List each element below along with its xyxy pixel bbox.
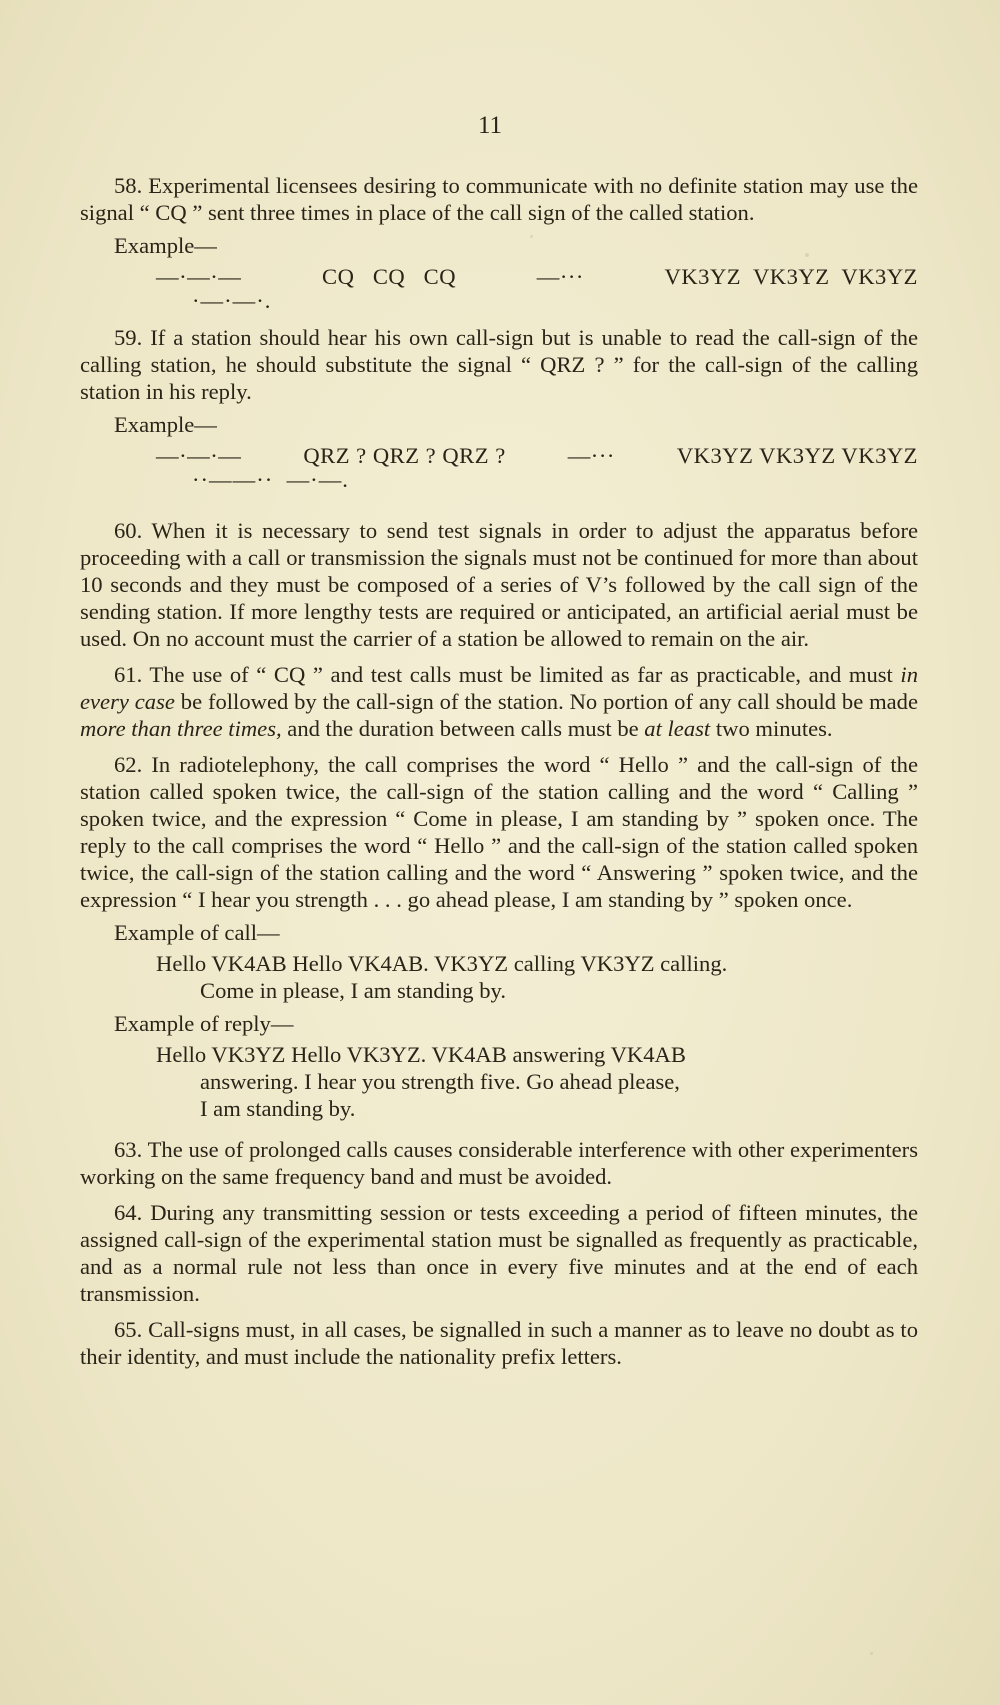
signal-tail-58: ·—·—·. <box>192 288 272 313</box>
signal-tail-59: ··——·· —·—. <box>192 467 349 492</box>
paragraph-64: 64. During any transmitting session or tests exceeding a period of fifteen minutes, the assigned call-sign of the experimental station must be signalled as frequently as practicable, and as a normal rule not less than once in every five minutes and at the end of each transmission. <box>80 1200 918 1306</box>
emphasis: more than three times, <box>80 716 282 741</box>
paragraph-61: 61. The use of “ CQ ” and test calls must be limited as far as practicable, and must in every case be followed by the call-sign of the station. No portion of any call should be made more than three times, and the duration between calls must be at least two minutes. <box>80 662 918 741</box>
signal-cq: CQ CQ CQ <box>322 264 457 289</box>
signal-call-sign: VK3YZ VK3YZ VK3YZ <box>664 264 918 289</box>
signal-line-58 <box>156 263 918 290</box>
signal-qrz: QRZ ? QRZ ? QRZ ? <box>303 443 506 468</box>
example-reply-label: Example of reply— <box>114 1011 294 1036</box>
page-number: 11 <box>477 112 503 139</box>
paragraph-58: 58. Experimental licensees desiring to communicate with no definite station may use the signal “ CQ ” sent three times in place of the call sign of the called station. <box>80 173 918 225</box>
example-call-line: Come in please, I am standing by. <box>200 978 506 1003</box>
paragraph-60: 60. When it is necessary to send test signals in order to adjust the apparatus before proceeding with a call or transmission the signals must not be continued for more than about 10 seconds and they must be composed of a series of V’s followed by the call sign of the sending station. If more lengthy tests are required or anticipated, an artificial aerial must be used. On no account must the carrier of a station be allowed to remain on the air. <box>80 518 918 651</box>
paragraph-62: 62. In radiotelephony, the call comprises the word “ Hello ” and the call-sign of the station called spoken twice, the call-sign of the station calling and the word “ Calling ” spoken twice, and the expression “ Come in please, I am standing by ” spoken once. The reply to the call comprises the word “ Hello ” and the call-sign of the station called spoken twice, the call-sign of the station calling and the word “ Answering ” spoken twice, and the expression “ I hear you strength . . . go ahead please, I am standing by ” spoken once. <box>80 752 918 912</box>
example-label-59: Example— <box>114 412 217 437</box>
example-label-58: Example— <box>114 233 217 258</box>
signal-call-sign: VK3YZ VK3YZ VK3YZ <box>676 443 918 468</box>
signal-separator: —··· <box>536 264 584 289</box>
emphasis: in every case <box>80 662 918 714</box>
example-call-line: Hello VK4AB Hello VK4AB. VK3YZ calling VK3YZ calling. <box>156 951 728 976</box>
paragraph-63: 63. The use of prolonged calls causes considerable interference with other experimenters working on the same frequency band and must be avoided. <box>80 1137 918 1189</box>
page-body <box>80 172 918 1379</box>
signal-dashes: —·—·— <box>156 264 242 289</box>
example-call-label: Example of call— <box>114 920 280 945</box>
signal-line-59 <box>156 442 918 469</box>
example-reply-line: Hello VK3YZ Hello VK3YZ. VK4AB answering VK4AB <box>156 1042 686 1067</box>
signal-dashes: —·—·— <box>156 443 242 468</box>
signal-separator: —··· <box>567 443 615 468</box>
paragraph-65: 65. Call-signs must, in all cases, be signalled in such a manner as to leave no doubt as to their identity, and must include the nationality prefix letters. <box>80 1317 918 1369</box>
example-reply-line: I am standing by. <box>200 1096 356 1121</box>
emphasis: at least <box>644 716 711 741</box>
example-reply-line: answering. I hear you strength five. Go ahead please, <box>200 1069 680 1094</box>
paragraph-59: 59. If a station should hear his own call-sign but is unable to read the call-sign of the calling station, he should substitute the signal “ QRZ ? ” for the call-sign of the calling station in his reply. <box>80 325 918 404</box>
